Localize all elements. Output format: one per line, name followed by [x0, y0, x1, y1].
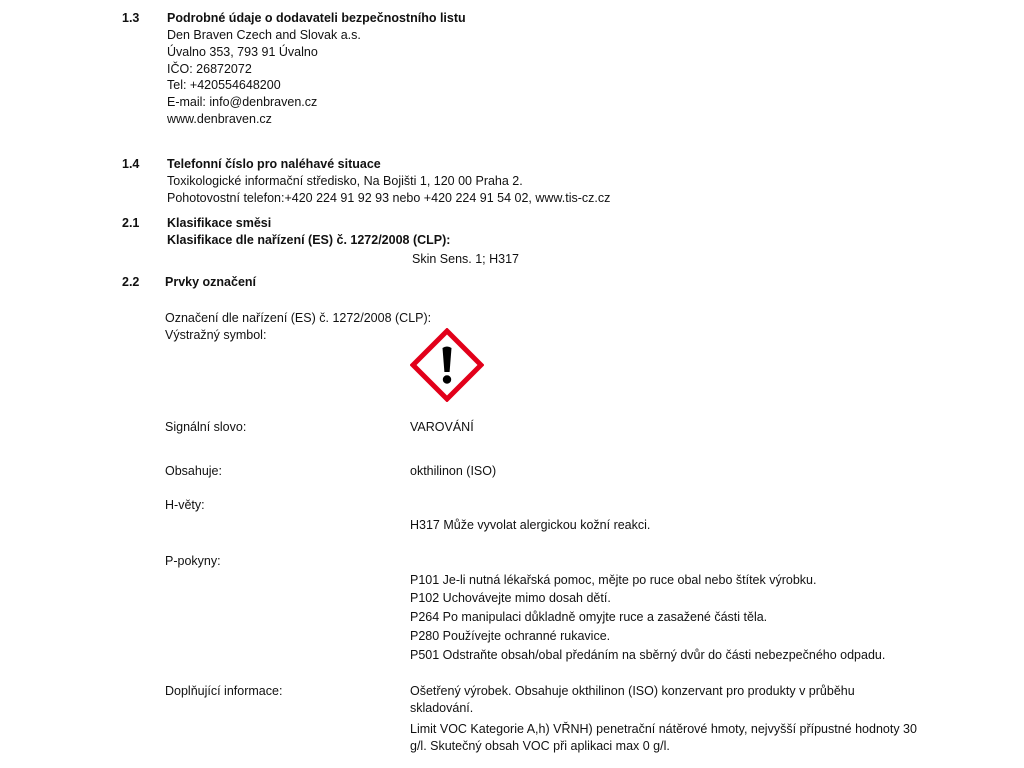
- company-email: E-mail: info@denbraven.cz: [167, 95, 318, 109]
- voc-limit-line: g/l. Skutečný obsah VOC při aplikaci max 0 g/l.: [410, 739, 670, 753]
- company-phone: Tel: +420554648200: [167, 78, 281, 92]
- section-title: Telefonní číslo pro naléhavé situace: [167, 157, 381, 171]
- supplementary-info-line: Ošetřený výrobek. Obsahuje okthilinon (ISO) konzervant pro produkty v průběhu: [410, 684, 855, 698]
- contains-label: Obsahuje:: [165, 464, 222, 478]
- classification-value: Skin Sens. 1; H317: [412, 252, 520, 266]
- p-statement: P102 Uchovávejte mimo dosah dětí.: [410, 591, 611, 605]
- company-ico: IČO: 26872072: [167, 62, 252, 76]
- ghs07-exclamation-icon: [410, 328, 484, 402]
- contains-value: okthilinon (ISO): [410, 464, 497, 478]
- signal-word-label: Signální slovo:: [165, 420, 247, 434]
- section-number: 1.3: [122, 11, 140, 25]
- section-title: Prvky označení: [165, 275, 257, 289]
- section-subtitle: Klasifikace dle nařízení (ES) č. 1272/2008 (CLP):: [167, 233, 451, 247]
- p-statement: P280 Používejte ochranné rukavice.: [410, 629, 611, 643]
- company-name: Den Braven Czech and Slovak a.s.: [167, 28, 361, 42]
- p-statement: P101 Je-li nutná lékařská pomoc, mějte po ruce obal nebo štítek výrobku.: [410, 573, 817, 587]
- supplementary-info-label: Doplňující informace:: [165, 684, 283, 698]
- section-number: 2.1: [122, 216, 140, 230]
- labelling-intro: Označení dle nařízení (ES) č. 1272/2008 (CLP):: [165, 311, 432, 325]
- section-number: 2.2: [122, 275, 140, 289]
- h-statements-label: H-věty:: [165, 498, 205, 512]
- supplementary-info-line: skladování.: [410, 701, 474, 715]
- emergency-center: Toxikologické informační středisko, Na Bojišti 1, 120 00 Praha 2.: [167, 174, 523, 188]
- p-statement: P501 Odstraňte obsah/obal předáním na sběrný dvůr do části nebezpečného odpadu.: [410, 648, 886, 662]
- company-website: www.denbraven.cz: [167, 112, 272, 126]
- signal-word-value: VAROVÁNÍ: [410, 420, 474, 434]
- symbol-label: Výstražný symbol:: [165, 328, 267, 342]
- voc-limit-line: Limit VOC Kategorie A,h) VŘNH) penetrační nátěrové hmoty, nejvyšší přípustné hodnoty 30: [410, 722, 917, 736]
- emergency-phone: Pohotovostní telefon:+420 224 91 92 93 nebo +420 224 91 54 02, www.tis-cz.cz: [167, 191, 611, 205]
- section-title: Podrobné údaje o dodavateli bezpečnostního listu: [167, 11, 466, 25]
- p-statement: P264 Po manipulaci důkladně omyjte ruce a zasažené části těla.: [410, 610, 768, 624]
- section-title: Klasifikace směsi: [167, 216, 272, 230]
- p-statements-label: P-pokyny:: [165, 554, 221, 568]
- h-statement: H317 Může vyvolat alergickou kožní reakci.: [410, 518, 651, 532]
- company-address: Úvalno 353, 793 91 Úvalno: [167, 45, 318, 59]
- section-number: 1.4: [122, 157, 140, 171]
